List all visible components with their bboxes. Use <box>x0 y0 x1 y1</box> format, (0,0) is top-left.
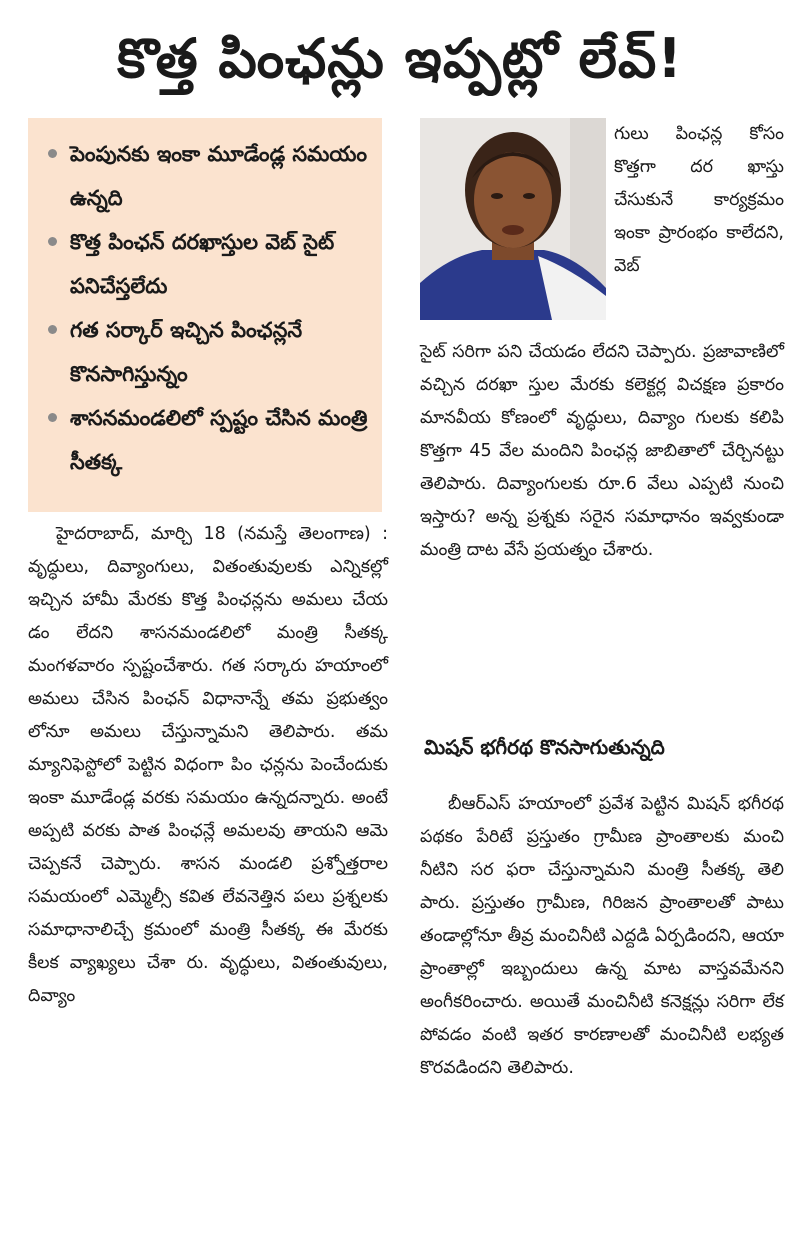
highlight-item <box>48 308 368 396</box>
highlight-text: శాసనమండలిలో స్పష్టం చేసిన మంత్రి సీతక్క <box>70 406 368 474</box>
highlight-item <box>48 132 368 220</box>
headline: కొత్త పింఛన్లు ఇప్పట్లో లేవ్! <box>117 27 683 90</box>
article-paragraph: గులు పింఛన్ల కోసం కొత్తగా దర ఖాస్తు చేసుకునే కార్యక్రమం ఇంకా ప్రారంభం కాలేదని, వెబ్ <box>614 124 784 276</box>
highlights-box <box>28 118 382 512</box>
article-right-column <box>420 336 784 567</box>
bullet-icon <box>48 149 57 158</box>
highlight-text: గత సర్కార్ ఇచ్చిన పింఛన్లనే కొనసాగిస్తున్నం <box>70 318 303 386</box>
bullet-icon <box>48 413 57 422</box>
article-right-column-bottom <box>420 788 784 1085</box>
section-subheading: మిషన్ భగీరథ కొనసాగుతున్నది <box>424 735 665 759</box>
article-paragraph: బీఆర్ఎస్ హయాంలో ప్రవేశ పెట్టిన మిషన్ భగీరథ పథకం పేరిటే ప్రస్తుతం గ్రామీణ ప్రాంతాలకు మంచి నీటిని సర ఫరా చేస్తున్నామని మంత్రి సీతక్క తెలి పారు. ప్రస్తుతం గ్రామీణ, గిరిజన ప్రాంతాలతో పాటు తండాల్లోనూ తీవ్ర మంచినీటి ఎద్దడి ఏర్పడిందని, ఆయా ప్రాంతాల్లో ఇబ్బందులు ఉన్న మాట వాస్తవమేనని అంగీకరించారు. అయితే మంచినీటి కనెక్షన్లు సరిగా లేక పోవడం వంటి ఇతర కారణాలతో మంచినీటి లభ్యత కొరవడిందని తెలిపారు. <box>420 794 784 1078</box>
article-paragraph: సైట్ సరిగా పని చేయడం లేదని చెప్పారు. ప్రజావాణిలో వచ్చిన దరఖా స్తుల మేరకు కలెక్టర్ల విచక్షణ ప్రకారం మానవీయ కోణంలో వృద్ధులు, దివ్యాం గులకు కలిపి కొత్తగా 45 వేల మందిని పింఛన్ల జాబితాలో చేర్చినట్టు తెలిపారు. దివ్యాంగులకు రూ.6 వేలు ఎప్పటి నుంచి ఇస్తారు? అన్న ప్రశ్నకు సరైన సమాధానం ఇవ్వకుండా మంత్రి దాట వేసే ప్రయత్నం చేశారు. <box>420 342 784 560</box>
highlight-item <box>48 220 368 308</box>
article-paragraph: హైదరాబాద్, మార్చి 18 (నమస్తే తెలంగాణ) : వృద్ధులు, దివ్యాంగులు, వితంతువులకు ఎన్నికల్లో ఇచ్చిన హామీ మేరకు కొత్త పింఛన్లను అమలు చేయ డం లేదని శాసనమండలిలో మంత్రి సీతక్క మంగళవారం స్పష్టంచేశారు. గత సర్కారు హయాంలో అమలు చేసిన పింఛన్ విధానాన్నే తమ ప్రభుత్వం లోనూ అమలు చేస్తున్నామని తెలిపారు. తమ మ్యానిఫెస్టోలో పెట్టిన విధంగా పిం ఛన్లను పెంచేందుకు ఇంకా మూడేండ్ల వరకు సమయం ఉన్నదన్నారు. అంటే అప్పటి వరకు పాత పింఛన్లే అమలవు తాయని ఆమె చెప్పకనే చెప్పారు. శాసన మండలి ప్రశ్నోత్తరాల సమయంలో ఎమ్మెల్సీ కవిత లేవనెత్తిన పలు ప్రశ్నలకు సమాధానాలిచ్చే క్రమంలో మంత్రి సీతక్క ఈ మేరకు కీలక వ్యాఖ్యలు చేశా రు. వృద్ధులు, వితంతువులు, దివ్యాం <box>28 524 388 1006</box>
highlight-item <box>48 396 368 484</box>
article-right-column-top <box>614 118 784 283</box>
highlight-text: కొత్త పింఛన్ దరఖాస్తుల వెబ్ సైట్ పనిచేస్తలేదు <box>70 230 335 298</box>
bullet-icon <box>48 237 57 246</box>
minister-photo <box>420 118 606 320</box>
bullet-icon <box>48 325 57 334</box>
highlight-text: పెంపునకు ఇంకా మూడేండ్ల సమయం ఉన్నది <box>70 142 368 210</box>
article-left-column <box>28 518 388 1013</box>
portrait-image <box>420 118 606 320</box>
